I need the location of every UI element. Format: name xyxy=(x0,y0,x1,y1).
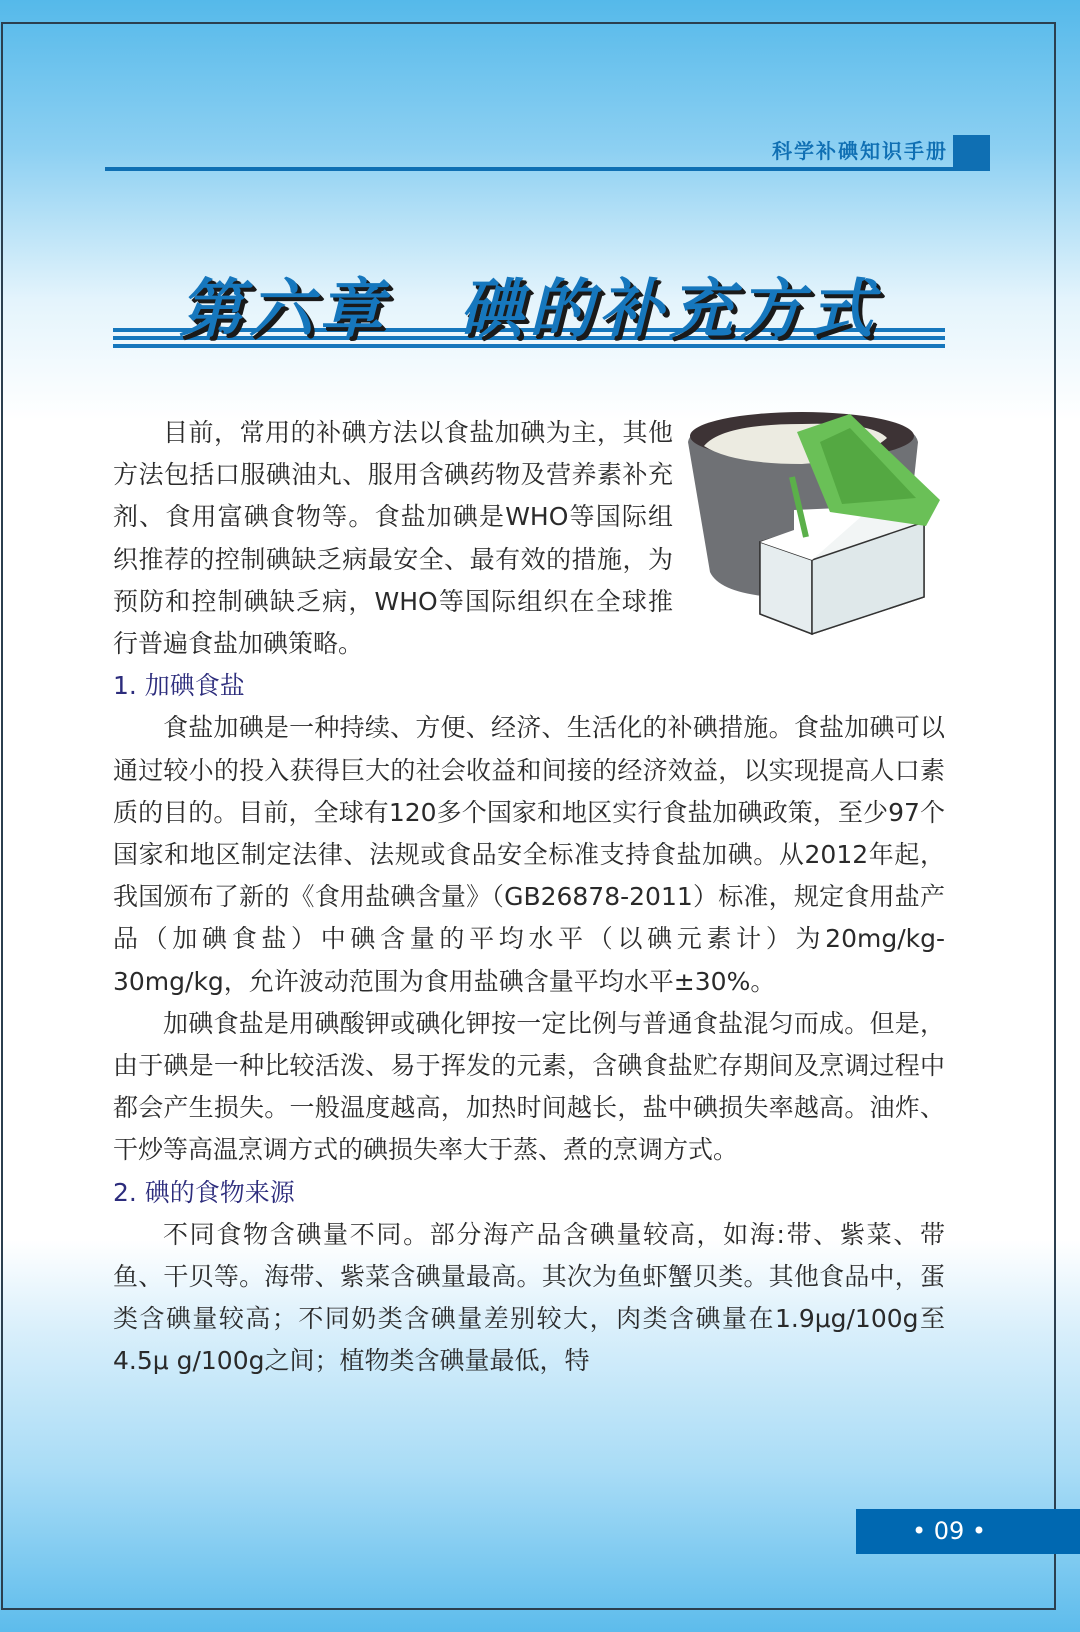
page-number-band xyxy=(856,1509,1080,1554)
section-heading: 1. 加碘食盐 xyxy=(113,671,245,701)
paragraph: 食盐加碘是一种持续、方便、经济、生活化的补碘措施。食盐加碘可以通过较小的投入获得巨大的社会收益和间接的经济效益，以实现提高人口素质的目的。目前，全球有120多个国家和地区实行食盐加碘政策，至少97个国家和地区制定法律、法规或食品安全标准支持食盐加碘。从2012年起，我国颁布了新的《食用盐碘含量》（GB26878-2011）标准，规定食用盐产品（加碘食盐）中碘含量的平均水平（以碘元素计）为20mg/kg-30mg/kg，允许波动范围为食用盐碘含量平均水平±30%。 xyxy=(113,713,945,996)
chapter-title: 第六章 碘的补充方式 xyxy=(179,273,879,347)
body-text xyxy=(113,412,945,1383)
section-heading: 2. 碘的食物来源 xyxy=(113,1177,295,1207)
page-number: • 09 • xyxy=(911,1517,987,1545)
paragraph: 加碘食盐是用碘酸钾或碘化钾按一定比例与普通食盐混匀而成。但是，由于碘是一种比较活泼、易于挥发的元素，含碘食盐贮存期间及烹调过程中都会产生损失。一般温度越高，加热时间越长，盐中碘损失率越高。油炸、干炒等高温烹调方式的碘损失率大于蒸、煮的烹调方式。 xyxy=(113,1008,945,1165)
paragraph: 不同食物含碘量不同。部分海产品含碘量较高，如海:带、紫菜、带鱼、干贝等。海带、紫菜含碘量最高。其次为鱼虾蟹贝类。其他食品中，蛋类含碘量较高；不同奶类含碘量差别较大，肉类含碘量在1.9μg/100g至4.5μ g/100g之间；植物类含碘量最低，特 xyxy=(113,1219,945,1376)
intro-paragraph: 目前，常用的补碘方法以食盐加碘为主，其他方法包括口服碘油丸、服用含碘药物及营养素补充剂、食用富碘食物等。食盐加碘是WHO等国际组织推荐的控制碘缺乏病最安全、最有效的措施，为预防和控制碘缺乏病，WHO等国际组织在全球推行普遍食盐加碘策略。 xyxy=(113,418,673,659)
book-title: 科学补碘知识手册 xyxy=(772,139,948,163)
header-rule xyxy=(105,167,955,171)
header-square-decoration xyxy=(953,135,990,171)
